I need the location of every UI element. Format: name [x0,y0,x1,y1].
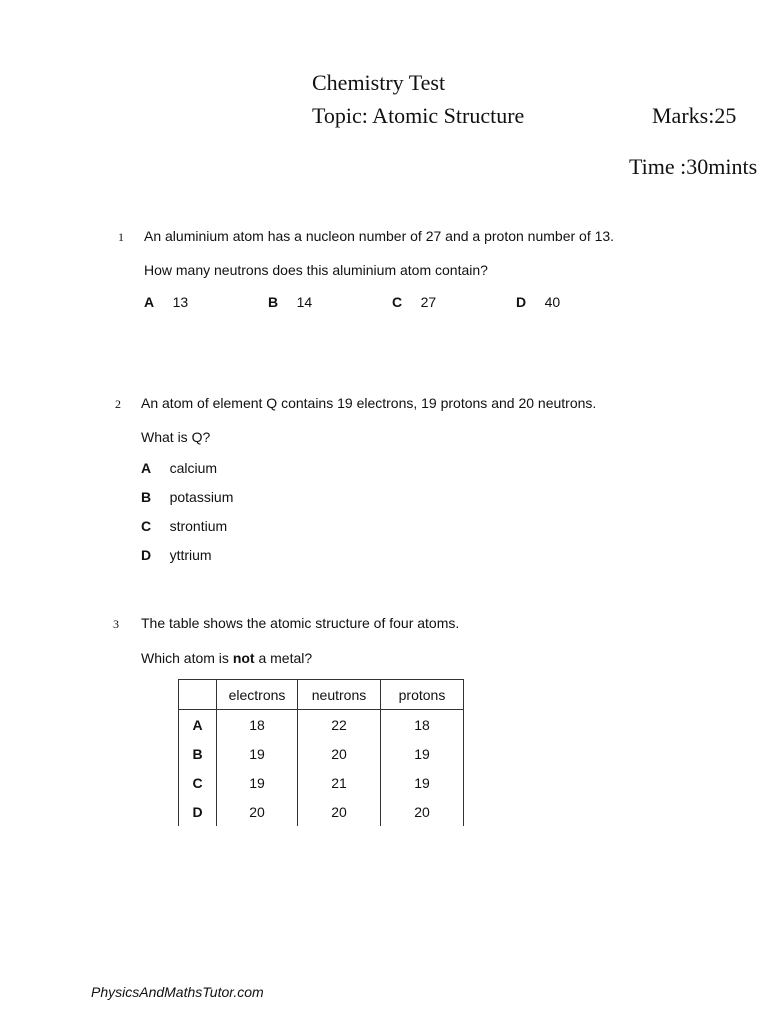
option-text: 40 [544,294,561,310]
option-b [268,294,312,312]
option-letter: A [141,460,152,476]
topic-line: Topic: Atomic Structure [312,103,525,128]
marks-label: Marks:25 [652,103,737,128]
option-text: calcium [169,460,218,476]
option-text: yttrium [169,547,212,563]
option-a [141,460,217,478]
option-d [141,547,212,565]
table-row [179,710,464,740]
option-a [144,294,188,312]
atomic-structure-table [178,679,464,826]
cell-electrons: 19 [217,739,298,768]
option-text: 14 [296,294,313,310]
cell-protons: 20 [381,797,464,826]
question-prompt: What is Q? [141,429,211,445]
cell-protons: 19 [381,768,464,797]
option-letter: C [141,518,152,534]
column-header-neutrons: neutrons [298,680,381,710]
option-text: potassium [169,489,234,505]
question-prompt [141,650,312,666]
option-d [516,294,560,312]
option-c [141,518,227,536]
row-label: B [179,739,217,768]
row-label: A [179,710,217,740]
cell-electrons: 20 [217,797,298,826]
cell-neutrons: 20 [298,797,381,826]
question-text: An atom of element Q contains 19 electrons, 19 protons and 20 neutrons. [141,395,597,411]
question-number: 1 [118,230,124,244]
table-row [179,739,464,768]
cell-electrons: 19 [217,768,298,797]
option-letter: B [141,489,152,505]
table-header-row [179,680,464,710]
prompt-start: Which atom is [141,650,233,666]
time-label: Time :30mints [629,154,758,179]
cell-neutrons: 21 [298,768,381,797]
option-letter: D [141,547,152,563]
cell-protons: 19 [381,739,464,768]
option-text: 27 [420,294,437,310]
table-row [179,768,464,797]
question-text: An aluminium atom has a nucleon number of 27 and a proton number of 13. [144,228,615,244]
question-number: 3 [113,617,119,631]
question-text: The table shows the atomic structure of four atoms. [141,615,460,631]
column-header-protons: protons [381,680,464,710]
row-label: D [179,797,217,826]
footer-source: PhysicsAndMathsTutor.com [91,984,264,1000]
cell-neutrons: 22 [298,710,381,740]
question-prompt: How many neutrons does this aluminium atom contain? [144,262,488,278]
cell-protons: 18 [381,710,464,740]
option-text: strontium [169,518,228,534]
option-b [141,489,233,507]
option-letter: B [268,294,279,310]
option-letter: C [392,294,403,310]
option-text: 13 [172,294,189,310]
cell-neutrons: 20 [298,739,381,768]
row-label: C [179,768,217,797]
cell-electrons: 18 [217,710,298,740]
question-number: 2 [115,397,121,411]
option-c [392,294,436,312]
option-letter: A [144,294,155,310]
corner-cell [179,680,217,710]
option-letter: D [516,294,527,310]
prompt-end: a metal? [254,650,313,666]
test-title: Chemistry Test [312,70,446,95]
prompt-emphasis: not [232,650,255,666]
table-row [179,797,464,826]
column-header-electrons: electrons [217,680,298,710]
